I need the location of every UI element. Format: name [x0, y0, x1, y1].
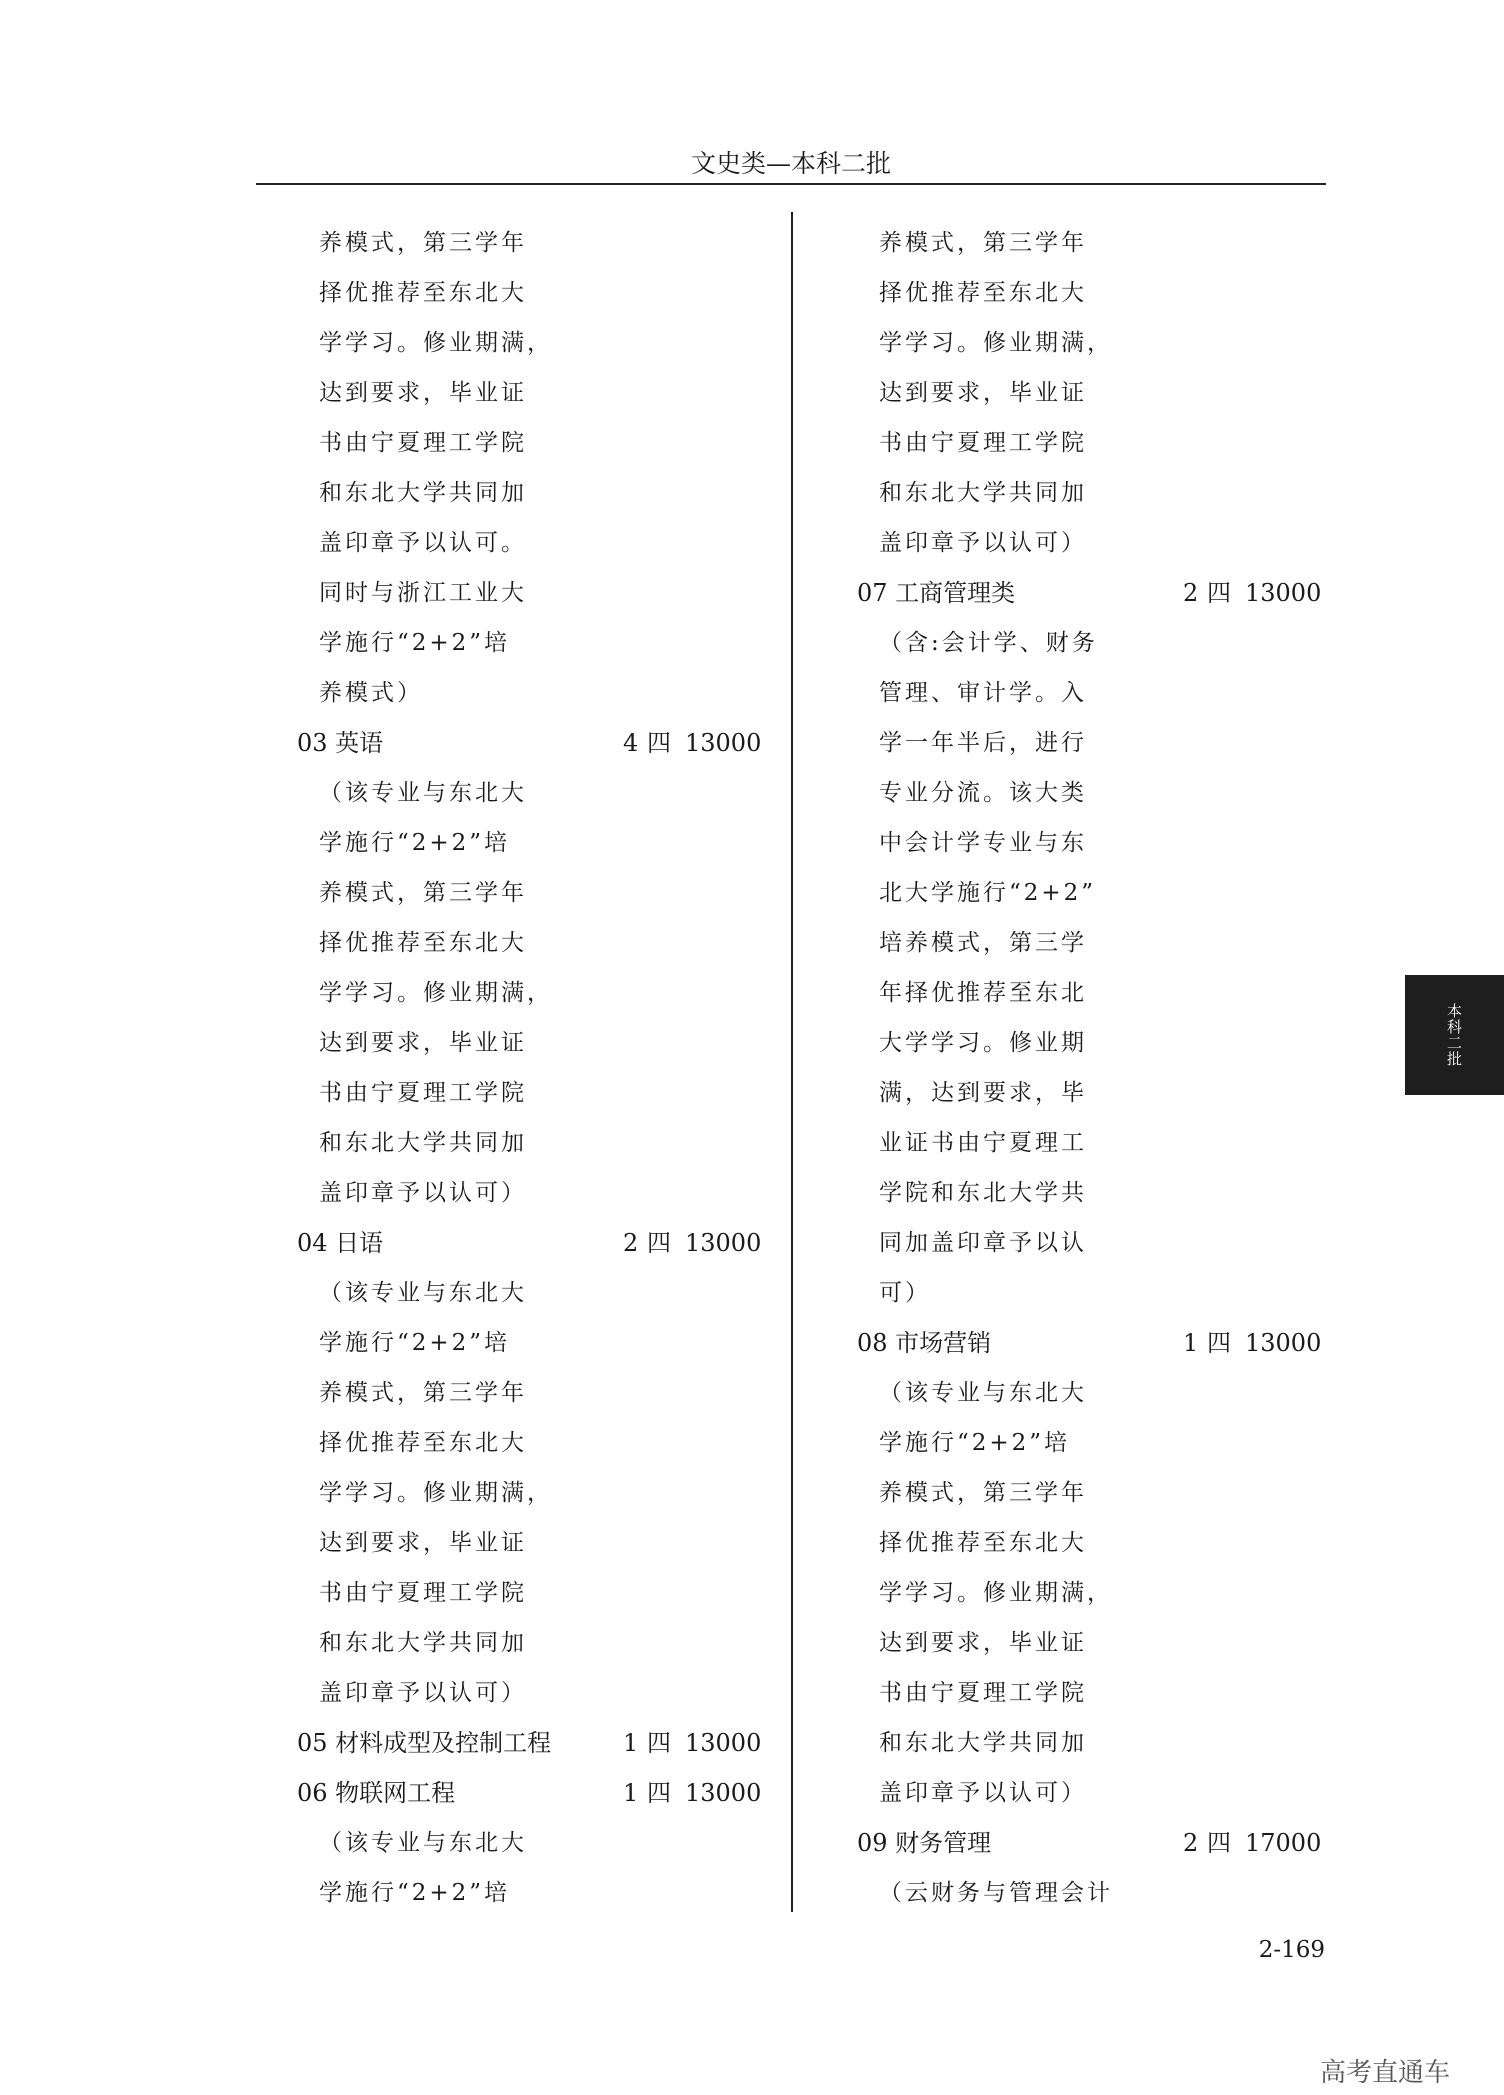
- study-years: 四: [1207, 1829, 1231, 1857]
- major-note-line: 择优推荐至东北大: [319, 280, 527, 306]
- major-note-line: 学学习。修业期满，: [319, 1480, 553, 1506]
- major-note-line: 管理、审计学。入: [879, 680, 1087, 706]
- study-years: 四: [647, 729, 671, 757]
- section-side-tab-label: 本科二批: [1445, 1003, 1463, 1067]
- major-note-line: 可）: [879, 1280, 931, 1306]
- study-years: 四: [1207, 579, 1231, 607]
- major-note-line: 业证书由宁夏理工: [879, 1130, 1087, 1156]
- major-name: 07 工商管理类: [857, 579, 1016, 607]
- major-note-line: 择优推荐至东北大: [319, 1430, 527, 1456]
- major-note-line: 养模式，第三学年: [319, 1380, 527, 1406]
- major-note-line: 培养模式，第三学: [879, 930, 1087, 956]
- major-note-line: 学施行“2+2”培: [879, 1430, 1071, 1456]
- major-name: 03 英语: [297, 729, 384, 757]
- major-note-line: （该专业与东北大: [319, 780, 527, 806]
- major-note-line: 养模式，第三学年: [319, 880, 527, 906]
- tuition-fee: 13000: [1245, 1329, 1322, 1357]
- major-note-line: 专业分流。该大类: [879, 780, 1087, 806]
- tuition-fee: 13000: [1245, 579, 1322, 607]
- major-entry: [297, 723, 762, 773]
- major-note-line: 盖印章予以认可。: [319, 530, 527, 556]
- major-note-line: 同加盖印章予以认: [879, 1230, 1087, 1256]
- right-column: [857, 223, 1322, 1923]
- major-name: 09 财务管理: [857, 1829, 992, 1857]
- major-note-line: 书由宁夏理工学院: [319, 1080, 527, 1106]
- page-number: 2-169: [1258, 1937, 1325, 1963]
- major-note-line: 书由宁夏理工学院: [319, 430, 527, 456]
- major-note-line: 和东北大学共同加: [319, 1630, 527, 1656]
- major-note-line: 择优推荐至东北大: [319, 930, 527, 956]
- major-note-line: 大学学习。修业期: [879, 1030, 1087, 1056]
- major-entry: [857, 1823, 1322, 1873]
- major-note-line: 择优推荐至东北大: [879, 1530, 1087, 1556]
- page-header-title: 文史类—本科二批: [690, 149, 891, 178]
- major-note-line: （该专业与东北大: [319, 1830, 527, 1856]
- major-note-line: 书由宁夏理工学院: [879, 1680, 1087, 1706]
- major-note-line: （云财务与管理会计: [879, 1880, 1113, 1906]
- major-note-line: 达到要求，毕业证: [879, 1630, 1087, 1656]
- header-rule: [256, 183, 1326, 185]
- major-note-line: 学施行“2+2”培: [319, 630, 511, 656]
- major-note-line: 学院和东北大学共: [879, 1180, 1087, 1206]
- section-side-tab: [1405, 975, 1504, 1095]
- study-years: 四: [647, 1229, 671, 1257]
- major-note-line: 盖印章予以认可）: [319, 1180, 527, 1206]
- major-note-line: 学施行“2+2”培: [319, 1880, 511, 1906]
- major-note-line: 盖印章予以认可）: [879, 1780, 1087, 1806]
- major-name: 06 物联网工程: [297, 1779, 456, 1807]
- tuition-fee: 13000: [685, 1229, 762, 1257]
- major-note-line: 北大学施行“2+2”: [879, 880, 1097, 906]
- left-column: [297, 223, 762, 1923]
- major-note-line: 养模式，第三学年: [879, 230, 1087, 256]
- major-note-line: 达到要求，毕业证: [319, 380, 527, 406]
- major-note-line: 同时与浙江工业大: [319, 580, 527, 606]
- major-note-line: 和东北大学共同加: [879, 480, 1087, 506]
- major-note-line: 书由宁夏理工学院: [879, 430, 1087, 456]
- major-note-line: 学学习。修业期满，: [319, 980, 553, 1006]
- major-entry: [297, 1223, 762, 1273]
- major-note-line: 养模式，第三学年: [319, 230, 527, 256]
- major-entry: [857, 1323, 1322, 1373]
- major-note-line: 学一年半后，进行: [879, 730, 1087, 756]
- major-note-line: 中会计学专业与东: [879, 830, 1087, 856]
- major-note-line: 养模式，第三学年: [879, 1480, 1087, 1506]
- study-years: 四: [647, 1729, 671, 1757]
- major-note-line: （该专业与东北大: [319, 1280, 527, 1306]
- major-note-line: 书由宁夏理工学院: [319, 1580, 527, 1606]
- major-note-line: 和东北大学共同加: [879, 1730, 1087, 1756]
- study-years: 四: [1207, 1329, 1231, 1357]
- major-name: 08 市场营销: [857, 1329, 992, 1357]
- major-note-line: （含:会计学、财务: [879, 630, 1098, 656]
- major-name: 05 材料成型及控制工程: [297, 1729, 552, 1757]
- enrollment-count: 2: [1183, 579, 1199, 607]
- major-entry: [857, 573, 1322, 623]
- major-entry: [297, 1773, 762, 1823]
- major-note-line: 达到要求，毕业证: [319, 1530, 527, 1556]
- enrollment-count: 1: [623, 1729, 639, 1757]
- major-note-line: 择优推荐至东北大: [879, 280, 1087, 306]
- major-note-line: 学施行“2+2”培: [319, 1330, 511, 1356]
- enrollment-count: 4: [623, 729, 639, 757]
- major-note-line: 达到要求，毕业证: [319, 1030, 527, 1056]
- major-note-line: 达到要求，毕业证: [879, 380, 1087, 406]
- major-note-line: （该专业与东北大: [879, 1380, 1087, 1406]
- major-note-line: 年择优推荐至东北: [879, 980, 1087, 1006]
- tuition-fee: 17000: [1245, 1829, 1322, 1857]
- major-note-line: 学学习。修业期满，: [879, 330, 1113, 356]
- major-entry: [297, 1723, 762, 1773]
- enrollment-count: 1: [1183, 1329, 1199, 1357]
- column-divider: [791, 212, 793, 1912]
- major-note-line: 学学习。修业期满，: [879, 1580, 1113, 1606]
- tuition-fee: 13000: [685, 1779, 762, 1807]
- major-note-line: 满，达到要求，毕: [879, 1080, 1087, 1106]
- major-note-line: 盖印章予以认可）: [319, 1680, 527, 1706]
- major-note-line: 和东北大学共同加: [319, 480, 527, 506]
- watermark: 高考直通车: [1320, 2058, 1451, 2088]
- study-years: 四: [647, 1779, 671, 1807]
- enrollment-count: 2: [1183, 1829, 1199, 1857]
- tuition-fee: 13000: [685, 729, 762, 757]
- tuition-fee: 13000: [685, 1729, 762, 1757]
- enrollment-count: 2: [623, 1229, 639, 1257]
- major-note-line: 学施行“2+2”培: [319, 830, 511, 856]
- major-name: 04 日语: [297, 1229, 384, 1257]
- major-note-line: 和东北大学共同加: [319, 1130, 527, 1156]
- major-note-line: 学学习。修业期满，: [319, 330, 553, 356]
- major-note-line: 养模式）: [319, 680, 423, 706]
- enrollment-count: 1: [623, 1779, 639, 1807]
- major-note-line: 盖印章予以认可）: [879, 530, 1087, 556]
